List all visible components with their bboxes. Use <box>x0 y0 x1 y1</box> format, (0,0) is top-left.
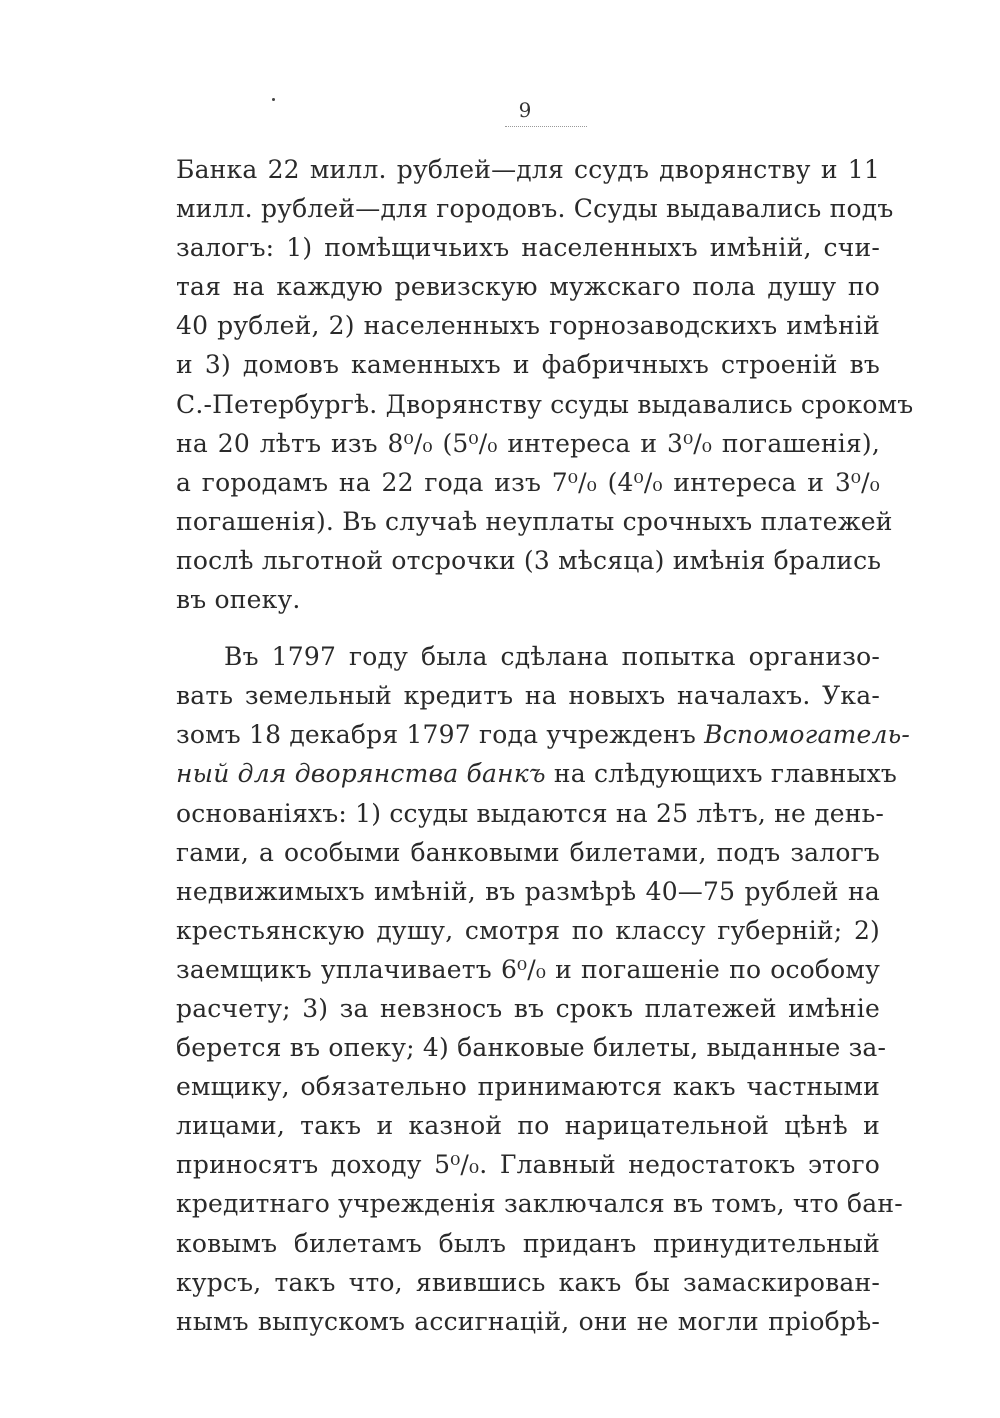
paragraph-2 <box>176 637 911 1341</box>
text-line: недвижимыхъ имѣній, въ размѣрѣ 40—75 рублей на <box>176 876 880 906</box>
text-line: лицами, такъ и казной по нарицательной цѣнѣ и <box>176 1111 880 1141</box>
text-line: залогъ: 1) помѣщичьихъ населенныхъ имѣній, счи- <box>176 233 880 263</box>
bank-name-italic: ный для дворянства банкъ <box>176 759 546 789</box>
text-line: а городамъ на 22 года изъ 7⁰/₀ (4⁰/₀ интереса и 3⁰/₀ <box>176 467 880 497</box>
bank-name-italic: Вспомогатель- <box>704 720 911 750</box>
text-line: Въ 1797 году была сдѣлана попытка организо- <box>224 642 880 672</box>
text-line: расчету; 3) за невзносъ въ срокъ платежей имѣніе <box>176 993 880 1023</box>
text-line: заемщикъ уплачиваетъ 6⁰/₀ и погашеніе по особому <box>176 954 880 984</box>
page-number: 9 <box>518 98 532 122</box>
text-line: емщику, обязательно принимаются какъ частными <box>176 1072 880 1102</box>
text-line: приносятъ доходу 5⁰/₀. Главный недостатокъ этого <box>176 1150 880 1180</box>
text-line: С.-Петербургѣ. Дворянству ссуды выдавались срокомъ <box>176 389 914 419</box>
text-line-with-italic <box>176 754 898 793</box>
text-line-with-italic <box>176 715 911 754</box>
text-line: берется въ опеку; 4) банковые билеты, выданные за- <box>176 1033 887 1063</box>
text-line: милл. рублей—для городовъ. Ссуды выдавались подъ <box>176 194 894 224</box>
text-line: ковымъ билетамъ былъ приданъ принудительный <box>176 1228 880 1258</box>
text-line: гами, а особыми банковыми билетами, подъ залогъ <box>176 837 880 867</box>
text-line: 40 рублей, 2) населенныхъ горнозаводскихъ имѣній <box>176 311 880 341</box>
text-line: тая на каждую ревизскую мужскаго пола душу по <box>176 272 880 302</box>
text-line: Банка 22 милл. рублей—для ссудъ дворянству и 11 <box>176 155 880 184</box>
paragraph-gap <box>176 619 880 637</box>
page-number-rule <box>505 126 587 129</box>
text-line: погашенія). Въ случаѣ неуплаты срочныхъ платежей <box>176 506 893 536</box>
text-line: въ опеку. <box>176 585 301 615</box>
paragraph-1 <box>176 150 914 619</box>
text-line: нымъ выпускомъ ассигнацій, они не могли пріобрѣ- <box>176 1306 880 1336</box>
text-line: основаніяхъ: 1) ссуды выдаются на 25 лѣтъ, не день- <box>176 798 885 828</box>
text-segment: зомъ 18 декабря 1797 года учрежденъ <box>176 720 696 750</box>
text-segment: на слѣдующихъ главныхъ <box>553 759 898 789</box>
text-line: курсъ, такъ что, явившись какъ бы замаскирован- <box>176 1267 880 1297</box>
text-line: на 20 лѣтъ изъ 8⁰/₀ (5⁰/₀ интереса и 3⁰/₀ погашенія), <box>176 428 880 458</box>
text-line: вать земельный кредитъ на новыхъ началахъ. Ука- <box>176 681 880 711</box>
text-line: крестьянскую душу, смотря по классу губерній; 2) <box>176 915 880 945</box>
text-line: и 3) домовъ каменныхъ и фабричныхъ строеній въ <box>176 350 880 380</box>
body-text <box>176 150 914 1341</box>
text-line: послѣ льготной отсрочки (3 мѣсяца) имѣнія брались <box>176 545 882 575</box>
text-line: кредитнаго учрежденія заключался въ томъ, что бан- <box>176 1189 903 1219</box>
